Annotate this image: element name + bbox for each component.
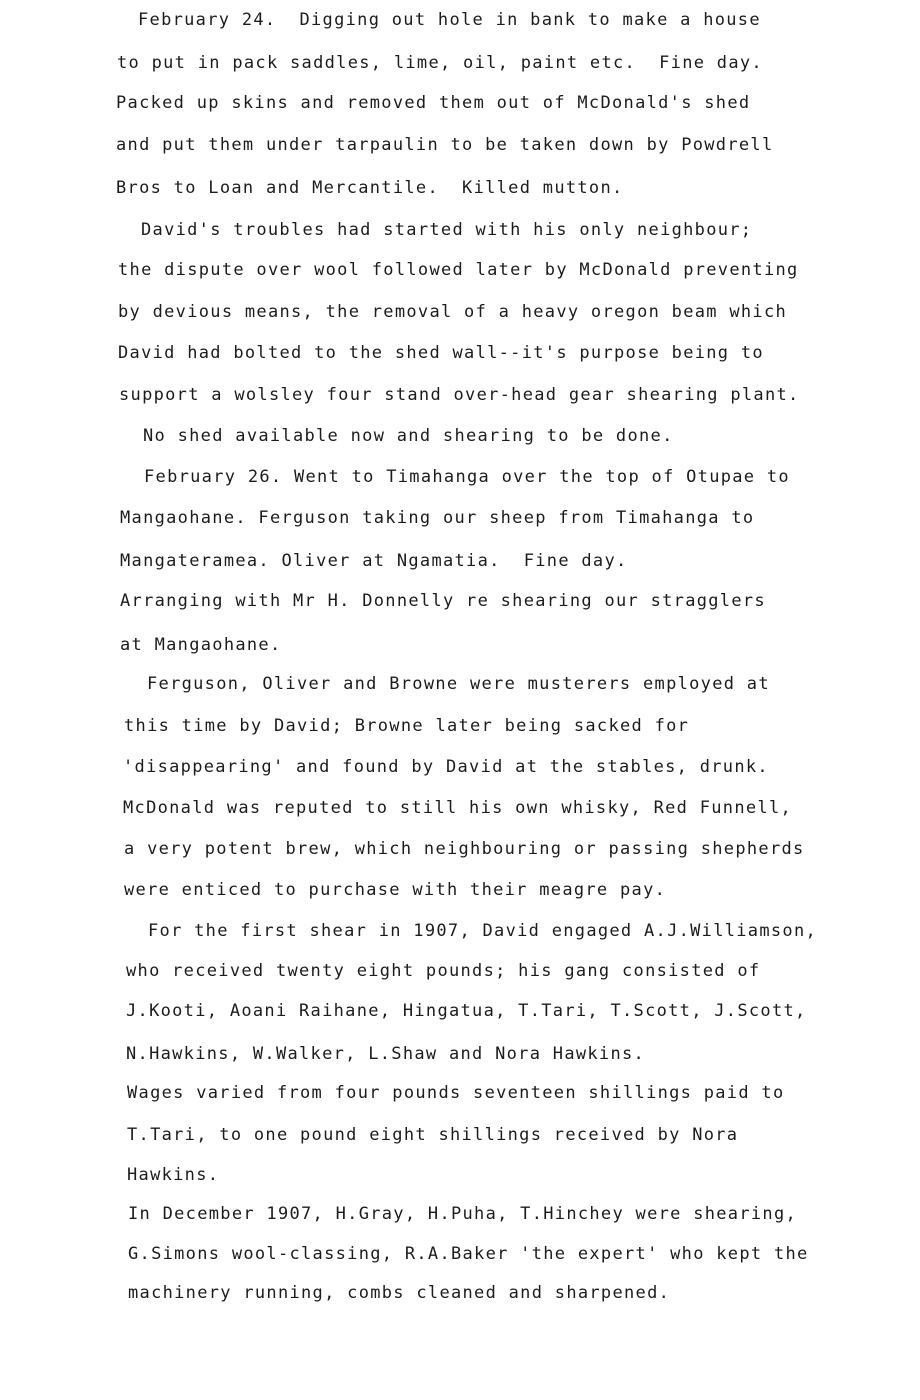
text-line: No shed available now and shearing to be done.	[143, 426, 674, 446]
text-line: by devious means, the removal of a heavy oregon beam which	[118, 302, 788, 322]
text-line: Ferguson, Oliver and Browne were musterers employed at	[147, 674, 770, 694]
text-line: McDonald was reputed to still his own whisky, Red Funnell,	[123, 798, 793, 818]
text-line: J.Kooti, Aoani Raihane, Hingatua, T.Tari, T.Scott, J.Scott,	[126, 1001, 807, 1021]
text-line: the dispute over wool followed later by McDonald preventing	[118, 260, 799, 280]
text-line: Wages varied from four pounds seventeen shillings paid to	[127, 1083, 785, 1103]
text-line: Mangaohane. Ferguson taking our sheep from Timahanga to	[120, 508, 755, 528]
text-line: this time by David; Browne later being sacked for	[124, 716, 690, 736]
text-line: February 24. Digging out hole in bank to make a house	[138, 10, 761, 30]
text-line: Bros to Loan and Mercantile. Killed mutton.	[116, 178, 624, 198]
text-line: N.Hawkins, W.Walker, L.Shaw and Nora Hawkins.	[126, 1044, 646, 1064]
text-line: who received twenty eight pounds; his gang consisted of	[126, 961, 761, 981]
text-line: T.Tari, to one pound eight shillings received by Nora	[127, 1125, 739, 1145]
text-line: Arranging with Mr H. Donnelly re shearing our stragglers	[120, 591, 766, 611]
text-line: For the first shear in 1907, David engaged A.J.Williamson,	[148, 921, 818, 941]
text-line: Packed up skins and removed them out of McDonald's shed	[116, 93, 751, 113]
text-line: 'disappearing' and found by David at the stables, drunk.	[123, 757, 769, 777]
text-line: G.Simons wool-classing, R.A.Baker 'the expert' who kept the	[128, 1244, 809, 1264]
text-line: February 26. Went to Timahanga over the top of Otupae to	[144, 467, 790, 487]
text-line: Hawkins.	[127, 1165, 220, 1185]
text-line: machinery running, combs cleaned and sharpened.	[128, 1283, 671, 1303]
text-line: support a wolsley four stand over-head gear shearing plant.	[119, 385, 800, 405]
text-line: a very potent brew, which neighbouring or passing shepherds	[124, 839, 805, 859]
text-line: David's troubles had started with his only neighbour;	[141, 220, 753, 240]
text-line: at Mangaohane.	[120, 635, 282, 655]
text-line: and put them under tarpaulin to be taken down by Powdrell	[116, 135, 774, 155]
text-line: Mangateramea. Oliver at Ngamatia. Fine day.	[120, 551, 628, 571]
text-line: In December 1907, H.Gray, H.Puha, T.Hinchey were shearing,	[128, 1204, 798, 1224]
text-line: to put in pack saddles, lime, oil, paint etc. Fine day.	[117, 53, 763, 73]
text-line: David had bolted to the shed wall--it's purpose being to	[118, 343, 764, 363]
text-line: were enticed to purchase with their meagre pay.	[124, 880, 667, 900]
